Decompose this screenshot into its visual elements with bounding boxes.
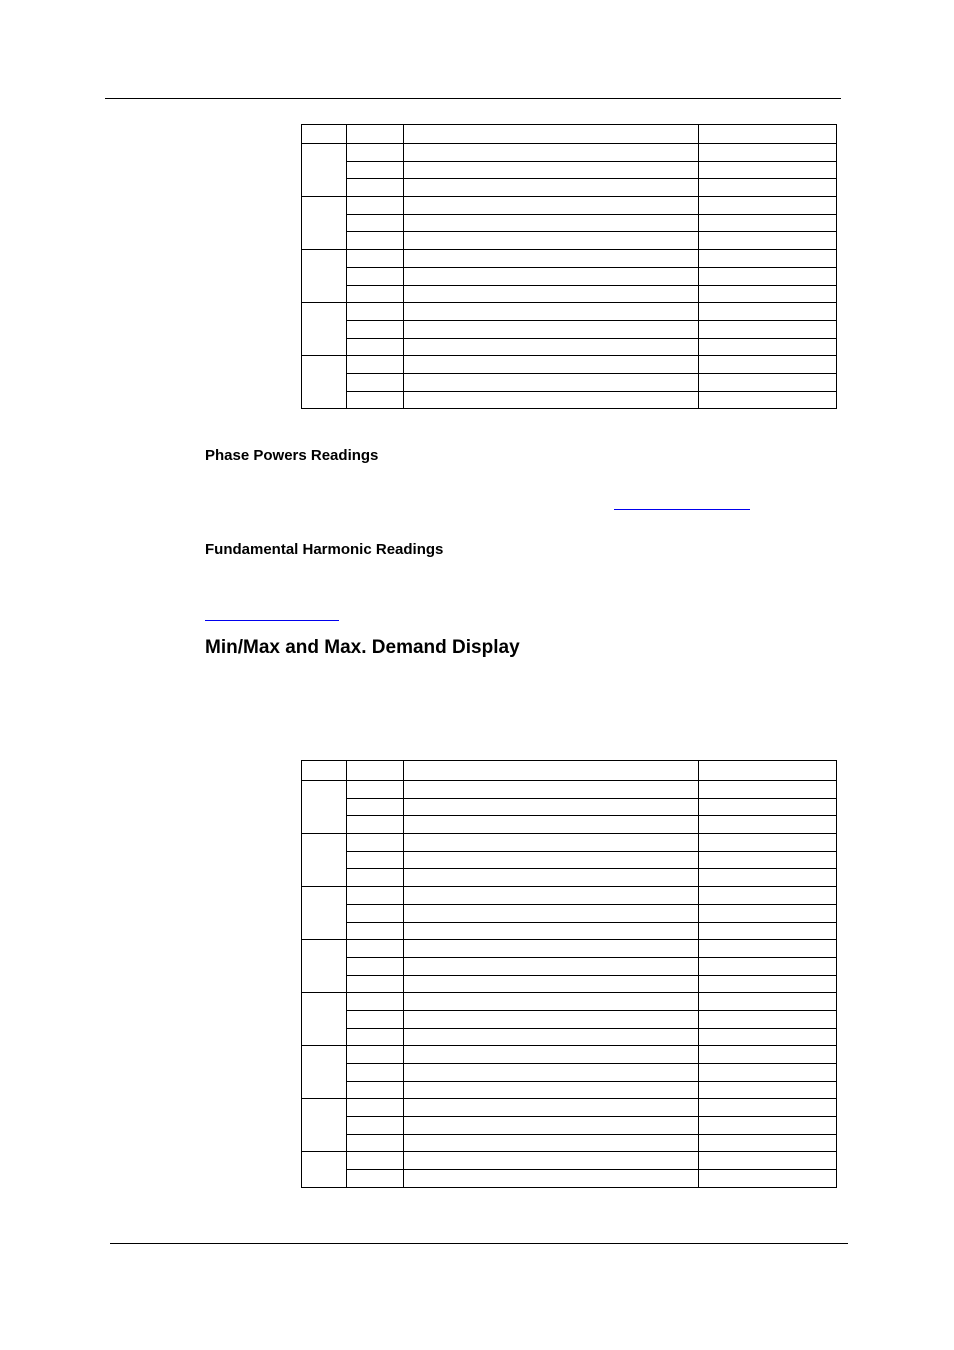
table-cell: [347, 144, 404, 162]
table-cell: [404, 232, 699, 250]
table-cell: [404, 869, 699, 887]
table-cell: [347, 940, 404, 958]
table-row: [302, 356, 837, 374]
table-cell: [404, 356, 699, 374]
table-cell: [699, 1134, 837, 1152]
table-row: [302, 1010, 837, 1028]
group-cell: [302, 1099, 347, 1152]
table-cell: [404, 373, 699, 391]
table-cell: [347, 214, 404, 232]
table-cell: [699, 1010, 837, 1028]
table-cell: [699, 922, 837, 940]
table-cell: [404, 1134, 699, 1152]
table-cell: [699, 957, 837, 975]
group-cell: [302, 356, 347, 409]
table-cell: [404, 250, 699, 268]
table-row: [302, 179, 837, 197]
table-cell: [699, 904, 837, 922]
table-cell: [347, 851, 404, 869]
table-row: [302, 1064, 837, 1082]
table-cell: [347, 1010, 404, 1028]
table-row: [302, 144, 837, 162]
min-max-table: [301, 760, 837, 1188]
table-cell: [404, 179, 699, 197]
table-cell: [699, 1028, 837, 1046]
header-cell: [347, 125, 404, 144]
table-row: [302, 285, 837, 303]
table-cell: [347, 338, 404, 356]
table-row: [302, 922, 837, 940]
table-cell: [699, 869, 837, 887]
table-cell: [404, 303, 699, 321]
table-row: [302, 1099, 837, 1117]
table-cell: [699, 781, 837, 799]
table-cell: [347, 303, 404, 321]
phase-powers-link[interactable]: [614, 509, 750, 510]
table-cell: [347, 161, 404, 179]
table-cell: [347, 232, 404, 250]
table-cell: [699, 940, 837, 958]
table-row: [302, 373, 837, 391]
table-cell: [347, 816, 404, 834]
table-row: [302, 1117, 837, 1135]
table-row: [302, 1046, 837, 1064]
table-cell: [404, 993, 699, 1011]
table-cell: [347, 975, 404, 993]
table-header-row: [302, 761, 837, 781]
table-row: [302, 214, 837, 232]
table-cell: [347, 267, 404, 285]
top-readings-table: [301, 124, 837, 409]
table-cell: [404, 1170, 699, 1188]
table-row: [302, 887, 837, 905]
table-row: [302, 781, 837, 799]
table-row: [302, 975, 837, 993]
table-cell: [347, 1170, 404, 1188]
header-cell: [404, 761, 699, 781]
header-cell: [404, 125, 699, 144]
table-row: [302, 816, 837, 834]
table-cell: [699, 144, 837, 162]
group-cell: [302, 1046, 347, 1099]
table-cell: [404, 285, 699, 303]
table-cell: [347, 197, 404, 215]
page-header-rule: [105, 98, 841, 99]
fundamental-harmonic-link[interactable]: [205, 620, 339, 621]
table-cell: [699, 214, 837, 232]
table-cell: [347, 957, 404, 975]
table-cell: [347, 1028, 404, 1046]
table-row: [302, 851, 837, 869]
table-cell: [699, 975, 837, 993]
table-cell: [404, 267, 699, 285]
table-row: [302, 869, 837, 887]
table-row: [302, 197, 837, 215]
table-cell: [404, 834, 699, 852]
table-cell: [404, 1152, 699, 1170]
table-cell: [404, 798, 699, 816]
table-cell: [699, 887, 837, 905]
table-cell: [347, 285, 404, 303]
table-cell: [699, 303, 837, 321]
table-cell: [404, 1064, 699, 1082]
table-cell: [699, 391, 837, 409]
table-cell: [404, 161, 699, 179]
table-row: [302, 993, 837, 1011]
header-cell: [699, 125, 837, 144]
table-row: [302, 303, 837, 321]
header-cell: [347, 761, 404, 781]
table-cell: [404, 214, 699, 232]
table-cell: [699, 1099, 837, 1117]
table-cell: [699, 1117, 837, 1135]
table-cell: [347, 1064, 404, 1082]
table-cell: [404, 320, 699, 338]
table-cell: [347, 373, 404, 391]
table-cell: [699, 232, 837, 250]
group-cell: [302, 834, 347, 887]
table-cell: [699, 161, 837, 179]
table-cell: [347, 179, 404, 197]
group-cell: [302, 993, 347, 1046]
table-header-row: [302, 125, 837, 144]
table-cell: [699, 851, 837, 869]
table-row: [302, 940, 837, 958]
table-cell: [699, 834, 837, 852]
table-cell: [699, 338, 837, 356]
table-cell: [699, 267, 837, 285]
table-row: [302, 267, 837, 285]
table-cell: [404, 1046, 699, 1064]
table-cell: [347, 356, 404, 374]
page-footer-rule: [110, 1243, 848, 1244]
fundamental-harmonic-heading: Fundamental Harmonic Readings: [205, 541, 444, 558]
group-cell: [302, 887, 347, 940]
group-cell: [302, 940, 347, 993]
table-cell: [404, 197, 699, 215]
table-cell: [404, 851, 699, 869]
table-cell: [347, 904, 404, 922]
table-cell: [404, 1010, 699, 1028]
table-cell: [699, 1081, 837, 1099]
table-cell: [404, 338, 699, 356]
table-cell: [699, 285, 837, 303]
table-row: [302, 1081, 837, 1099]
table-cell: [699, 1170, 837, 1188]
table-cell: [347, 391, 404, 409]
table-cell: [404, 816, 699, 834]
table-cell: [347, 798, 404, 816]
table-cell: [404, 922, 699, 940]
table-row: [302, 250, 837, 268]
group-cell: [302, 197, 347, 250]
table-row: [302, 391, 837, 409]
table-row: [302, 1152, 837, 1170]
table-row: [302, 957, 837, 975]
table-cell: [347, 320, 404, 338]
table-cell: [699, 1064, 837, 1082]
table-cell: [347, 781, 404, 799]
table-row: [302, 320, 837, 338]
table-cell: [404, 781, 699, 799]
table-row: [302, 338, 837, 356]
table-cell: [699, 197, 837, 215]
table-row: [302, 1028, 837, 1046]
table-cell: [404, 904, 699, 922]
table-cell: [347, 993, 404, 1011]
table-row: [302, 1134, 837, 1152]
table-row: [302, 904, 837, 922]
table-cell: [347, 1134, 404, 1152]
table-cell: [404, 1117, 699, 1135]
table-cell: [347, 834, 404, 852]
table-cell: [404, 975, 699, 993]
table-cell: [699, 179, 837, 197]
table-cell: [404, 1028, 699, 1046]
table-row: [302, 161, 837, 179]
table-cell: [699, 798, 837, 816]
table-row: [302, 232, 837, 250]
header-cell: [302, 761, 347, 781]
table-cell: [347, 1152, 404, 1170]
table-cell: [404, 144, 699, 162]
header-cell: [302, 125, 347, 144]
table-cell: [347, 869, 404, 887]
table-cell: [347, 1099, 404, 1117]
table-cell: [347, 1117, 404, 1135]
table-cell: [347, 922, 404, 940]
table-cell: [404, 957, 699, 975]
table-cell: [404, 391, 699, 409]
table-cell: [347, 887, 404, 905]
table-cell: [699, 373, 837, 391]
table-row: [302, 798, 837, 816]
table-cell: [347, 1081, 404, 1099]
group-cell: [302, 250, 347, 303]
table-cell: [699, 356, 837, 374]
table-cell: [404, 1099, 699, 1117]
table-row: [302, 834, 837, 852]
table-cell: [699, 816, 837, 834]
table-cell: [347, 1046, 404, 1064]
table-cell: [404, 1081, 699, 1099]
min-max-heading: Min/Max and Max. Demand Display: [205, 637, 520, 658]
phase-powers-heading: Phase Powers Readings: [205, 447, 379, 464]
group-cell: [302, 144, 347, 197]
group-cell: [302, 303, 347, 356]
table-cell: [699, 993, 837, 1011]
group-cell: [302, 1152, 347, 1187]
table-cell: [699, 1046, 837, 1064]
table-cell: [699, 250, 837, 268]
table-cell: [699, 1152, 837, 1170]
table-cell: [347, 250, 404, 268]
table-cell: [404, 887, 699, 905]
header-cell: [699, 761, 837, 781]
group-cell: [302, 781, 347, 834]
table-row: [302, 1170, 837, 1188]
table-cell: [404, 940, 699, 958]
table-cell: [699, 320, 837, 338]
